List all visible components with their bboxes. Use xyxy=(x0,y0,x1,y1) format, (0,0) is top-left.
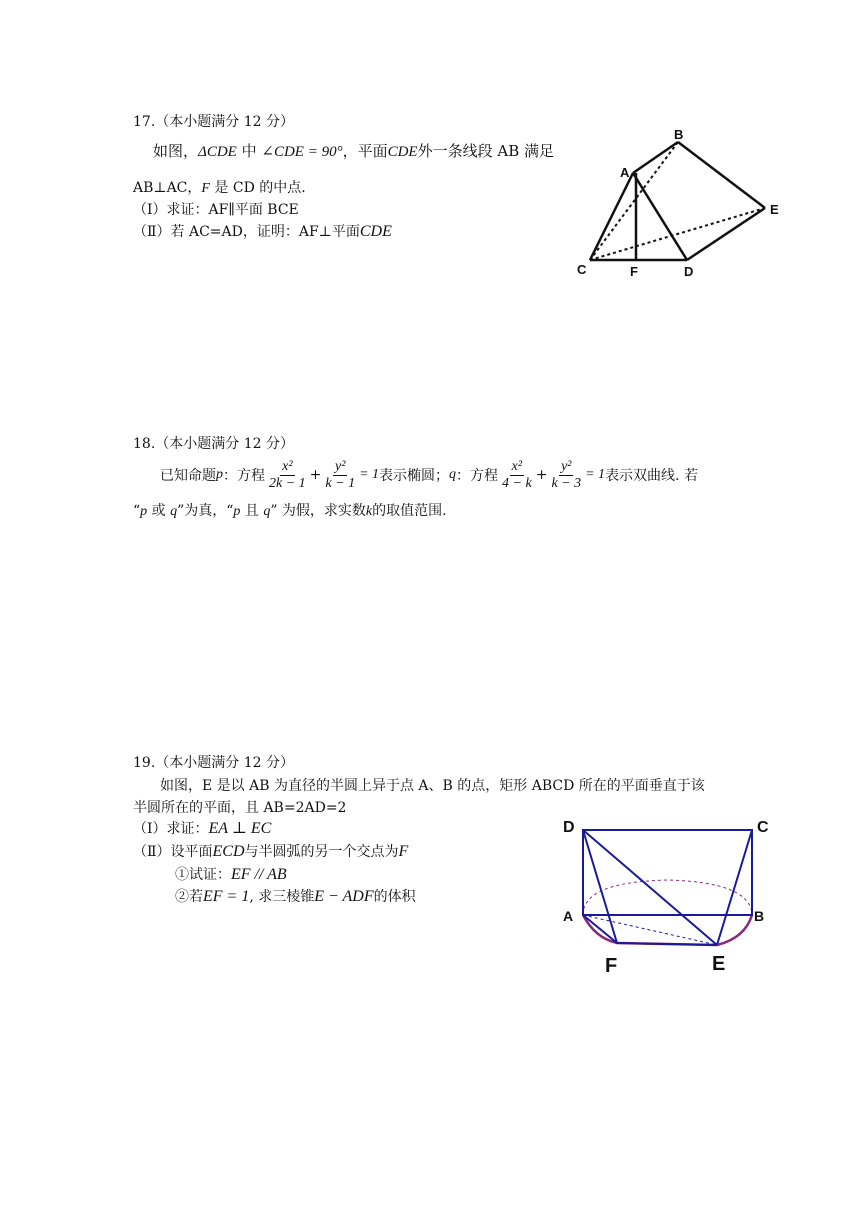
edge-ed xyxy=(687,208,765,260)
edge-ce xyxy=(590,208,765,260)
q18-p: p xyxy=(233,504,241,519)
q17-text: 是 CD 的中点. xyxy=(209,180,306,196)
q19-math: EA ⊥ EC xyxy=(208,820,272,837)
q17-angle: ∠CDE = 90° xyxy=(261,144,343,160)
label-c: C xyxy=(757,819,769,836)
label-b: B xyxy=(754,908,765,924)
label-b: B xyxy=(674,127,684,142)
q17-text: 中 xyxy=(236,142,262,160)
label-d: D xyxy=(563,819,575,836)
q19-header: 19.（本小题满分 12 分） xyxy=(133,755,294,771)
q18-frac3: $\frac{\text{x²}}{4 - k}$ xyxy=(502,458,532,491)
q19-plane: ECD xyxy=(212,843,245,860)
q17-part2 xyxy=(133,221,392,241)
q18-eq: = 1 xyxy=(585,467,606,482)
q17-plane: CDE xyxy=(387,144,418,160)
edge-cb xyxy=(590,142,678,260)
q19-math: EF // AB xyxy=(231,866,287,883)
q17-line2 xyxy=(133,177,306,197)
q18-frac1: $\frac{\text{x²}}{2k - 1}$ xyxy=(269,458,306,491)
q17-text: AB⊥AC， xyxy=(133,180,202,196)
label-c: C xyxy=(577,262,587,277)
q19-part2: （Ⅱ）设平面ECD与半圆弧的另一个交点为F xyxy=(133,843,409,860)
q18-line1 xyxy=(160,455,698,495)
q18-frac2: $\frac{\text{y²}}{k - 1}$ xyxy=(325,458,356,491)
q18-frac4: $\frac{\text{y²}}{k - 3}$ xyxy=(551,458,582,491)
back-arc xyxy=(583,880,752,915)
q19-math: EF = 1 xyxy=(203,888,250,905)
label-e: E xyxy=(712,953,726,975)
edge-ab xyxy=(633,142,678,173)
q17-line1 xyxy=(153,140,554,161)
label-a: A xyxy=(620,165,630,180)
q17-text: ，平面 xyxy=(342,142,388,160)
label-a: A xyxy=(563,908,574,924)
q19-figure xyxy=(555,810,785,980)
q17-header: 17.（本小题满分 12 分） xyxy=(133,114,294,130)
q19-sub1: ①试证：EF // AB xyxy=(175,866,287,883)
q18-text: ：方程 xyxy=(456,468,499,484)
q17-point-f: F xyxy=(201,181,210,196)
label-e: E xyxy=(770,202,779,217)
edge-de xyxy=(583,830,717,945)
edge-fe xyxy=(617,943,717,945)
q18-text: 表示椭圆； xyxy=(379,468,450,484)
q19-point-f: F xyxy=(398,843,409,860)
q19-line2: 半圆所在的平面，且 AB=2AD=2 xyxy=(133,800,347,816)
q17-part1: （Ⅰ）求证：AF∥平面 BCE xyxy=(133,202,299,218)
label-d: D xyxy=(684,264,694,279)
q18-line2: “p 或 q”为真，“p 且 q” 为假，求实数k的取值范围. xyxy=(133,503,447,519)
label-f: F xyxy=(630,264,638,279)
q17-text: 如图， xyxy=(153,142,199,160)
q18-q: q xyxy=(263,504,271,519)
q18-text: ：方程 xyxy=(223,468,265,484)
q17-text: （Ⅱ）若 AC=AD，证明：AF⊥平面 xyxy=(133,224,360,240)
q19-line1: 如图，E 是以 AB 为直径的半圆上异于点 A、B 的点，矩形 ABCD 所在的平面垂直于该 xyxy=(160,778,705,794)
q18-p: p xyxy=(216,467,223,482)
edge-ae xyxy=(583,915,717,945)
q19-part1: （Ⅰ）求证：EA ⊥ EC xyxy=(133,820,272,837)
q18-p: p xyxy=(140,504,148,519)
edge-ad xyxy=(633,173,687,260)
q17-text: 外一条线段 AB 满足 xyxy=(417,142,554,160)
q18-text: 已知命题 xyxy=(160,468,216,484)
q17-triangle: ΔCDE xyxy=(198,144,237,160)
q18-text: 表示双曲线. 若 xyxy=(605,468,698,484)
q18-plus: + xyxy=(535,467,548,483)
q18-eq: = 1 xyxy=(359,467,380,482)
q19-sub2: ②若EF = 1, 求三棱锥E − ADF的体积 xyxy=(175,888,416,905)
q17-plane: CDE xyxy=(359,223,392,240)
q19-math: E − ADF xyxy=(314,888,374,905)
q18-header: 18.（本小题满分 12 分） xyxy=(133,436,294,452)
edge-be xyxy=(678,142,765,208)
q18-q: q xyxy=(449,467,457,482)
q18-q: q xyxy=(170,504,178,519)
label-f: F xyxy=(605,955,618,977)
front-arc xyxy=(583,915,752,945)
edge-ac xyxy=(590,173,633,260)
q18-k: k xyxy=(365,504,373,519)
q17-figure xyxy=(560,125,800,285)
q18-plus: + xyxy=(309,467,322,483)
